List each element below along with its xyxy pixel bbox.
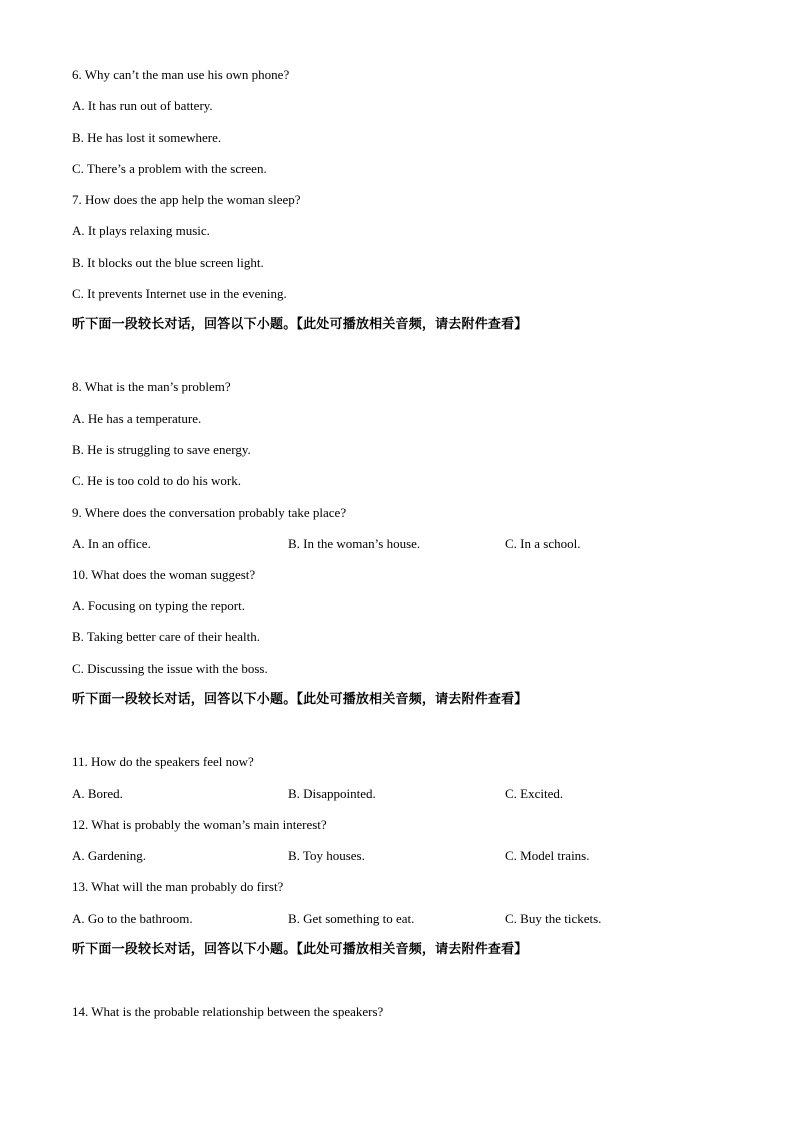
question-6-stem: 6. Why can’t the man use his own phone?	[72, 67, 290, 82]
listening-instruction: 听下面一段较长对话，回答以下小题。【此处可播放相关音频，请去附件查看】	[72, 317, 528, 332]
question-7-stem: 7. How does the app help the woman sleep?	[72, 192, 301, 207]
question-9-option-b: B. In the woman’s house.	[288, 536, 421, 551]
question-13-option-a: A. Go to the bathroom.	[72, 911, 193, 926]
question-7-option-a: A. It plays relaxing music.	[72, 223, 210, 238]
question-12-option-a: A. Gardening.	[72, 848, 147, 863]
question-13-option-c: C. Buy the tickets.	[505, 911, 602, 926]
question-11-option-a: A. Bored.	[72, 786, 123, 801]
question-11-option-b: B. Disappointed.	[288, 786, 376, 801]
question-10-option-a: A. Focusing on typing the report.	[72, 598, 245, 613]
question-9-stem: 9. Where does the conversation probably take place?	[72, 505, 347, 520]
question-11-stem: 11. How do the speakers feel now?	[72, 754, 254, 769]
question-7-option-b: B. It blocks out the blue screen light.	[72, 255, 264, 270]
listening-instruction: 听下面一段较长对话，回答以下小题。【此处可播放相关音频，请去附件查看】	[72, 942, 528, 957]
question-12-option-c: C. Model trains.	[505, 848, 590, 863]
question-13-stem: 13. What will the man probably do first?	[72, 879, 284, 894]
question-12-stem: 12. What is probably the woman’s main interest?	[72, 817, 327, 832]
question-8-stem: 8. What is the man’s problem?	[72, 379, 231, 394]
question-6-option-a: A. It has run out of battery.	[72, 98, 213, 113]
question-6-option-c: C. There’s a problem with the screen.	[72, 161, 267, 176]
question-10-option-c: C. Discussing the issue with the boss.	[72, 661, 268, 676]
question-8-option-c: C. He is too cold to do his work.	[72, 473, 241, 488]
question-9-option-c: C. In a school.	[505, 536, 581, 551]
question-14-stem: 14. What is the probable relationship between the speakers?	[72, 1004, 384, 1019]
question-10-option-b: B. Taking better care of their health.	[72, 629, 260, 644]
question-12-option-b: B. Toy houses.	[288, 848, 365, 863]
question-8-option-b: B. He is struggling to save energy.	[72, 442, 251, 457]
question-6-option-b: B. He has lost it somewhere.	[72, 130, 222, 145]
question-10-stem: 10. What does the woman suggest?	[72, 567, 256, 582]
question-11-option-c: C. Excited.	[505, 786, 564, 801]
question-13-option-b: B. Get something to eat.	[288, 911, 415, 926]
question-7-option-c: C. It prevents Internet use in the evening.	[72, 286, 287, 301]
listening-instruction: 听下面一段较长对话，回答以下小题。【此处可播放相关音频，请去附件查看】	[72, 692, 528, 707]
question-9-option-a: A. In an office.	[72, 536, 151, 551]
question-8-option-a: A. He has a temperature.	[72, 411, 202, 426]
